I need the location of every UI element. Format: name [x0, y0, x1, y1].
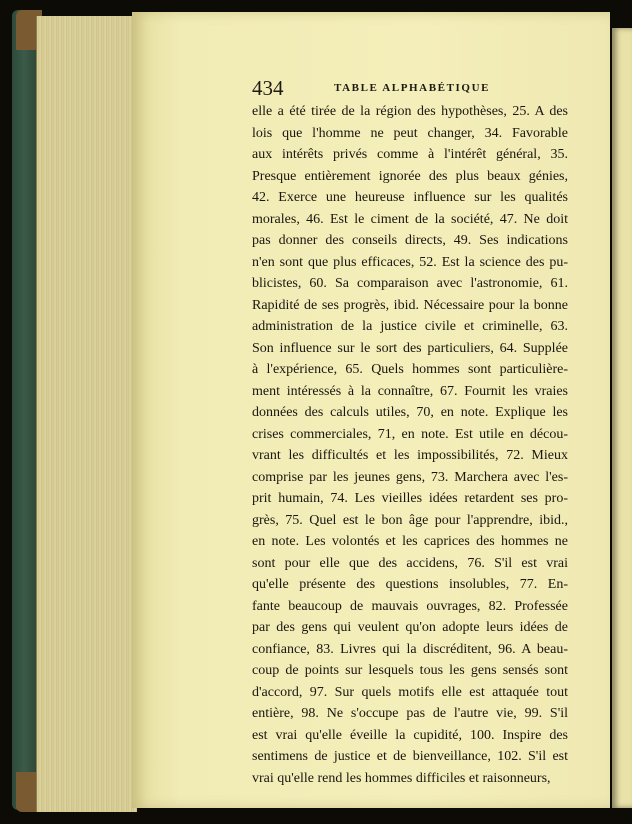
text-line: fante beaucoup de mauvais ouvrages, 82. Professée: [252, 598, 568, 614]
text-line: grès, 75. Quel est le bon âge pour l'apprendre, ibid.,: [252, 512, 568, 528]
text-line: vrai qu'elle rend les hommes difficiles et raisonneurs,: [252, 770, 551, 786]
text-line: qu'elle présente des questions insolubles, 77. En-: [252, 577, 568, 592]
text-line: aux intérêts privés comme à l'intérêt général, 35.: [252, 147, 568, 162]
text-line: elle a été tirée de la région des hypothèses, 25. A des: [252, 104, 568, 119]
text-line: d'accord, 97. Sur quels motifs elle est attaquée tout: [252, 684, 568, 700]
page-header: [252, 76, 567, 100]
text-line: par des gens qui veulent qu'on adopte leurs idées de: [252, 620, 568, 635]
facing-page-edge: [612, 28, 632, 808]
text-line: comprise par les jeunes gens, 73. Marchera avec l'es-: [252, 469, 568, 485]
text-line: est vrai qu'elle éveille la cupidité, 100. Inspire des: [252, 727, 568, 743]
text-line: confiance, 83. Livres qui la discréditent, 96. A beau-: [252, 641, 568, 657]
running-head: TABLE ALPHABÉTIQUE: [334, 82, 491, 94]
text-line: prit humain, 74. Les vieilles idées retardent ses pro-: [252, 491, 568, 506]
text-line: sont pour elle que des accidens, 76. S'il est vrai: [252, 555, 568, 571]
page-edges: [36, 16, 137, 812]
text-line: n'en sont que plus efficaces, 52. Est la science des pu-: [252, 254, 568, 270]
text-line: blicistes, 60. Sa comparaison avec l'astronomie, 61.: [252, 276, 568, 291]
text-line: ment intéressés à la connaître, 67. Fournit les vraies: [252, 383, 568, 399]
text-line: à l'expérience, 65. Quels hommes sont particulière-: [252, 362, 568, 377]
text-line: lois que l'homme ne peut changer, 34. Favorable: [252, 125, 568, 141]
text-line: en note. Les volontés et les caprices des hommes ne: [252, 534, 568, 549]
body-text: [252, 101, 568, 789]
text-line: pas donner des conseils directs, 49. Ses indications: [252, 233, 568, 248]
page-number: 434: [252, 76, 284, 100]
text-line: morales, 46. Est le ciment de la société, 47. Ne doit: [252, 211, 568, 227]
text-line: entière, 98. Ne s'occupe pas de l'autre vie, 99. S'il: [252, 706, 568, 721]
text-line: Rapidité de ses progrès, ibid. Nécessaire pour la bonne: [252, 297, 568, 313]
text-line: crises commerciales, 71, en note. Est utile en décou-: [252, 426, 568, 442]
text-line: données des calculs utiles, 70, en note. Explique les: [252, 405, 568, 420]
text-line: coup de points sur lesquels tous les gens sensés sont: [252, 663, 568, 678]
text-line: administration de la justice civile et criminelle, 63.: [252, 319, 568, 334]
text-line: sentimens de justice et de bienveillance, 102. S'il est: [252, 749, 568, 764]
text-line: vrant les difficultés et les impossibilités, 72. Mieux: [252, 448, 568, 463]
text-line: Son influence sur le sort des particuliers, 64. Supplée: [252, 340, 568, 356]
text-line: 42. Exerce une heureuse influence sur les qualités: [252, 190, 568, 205]
text-line: Presque entièrement ignorée des plus beaux génies,: [252, 168, 568, 184]
